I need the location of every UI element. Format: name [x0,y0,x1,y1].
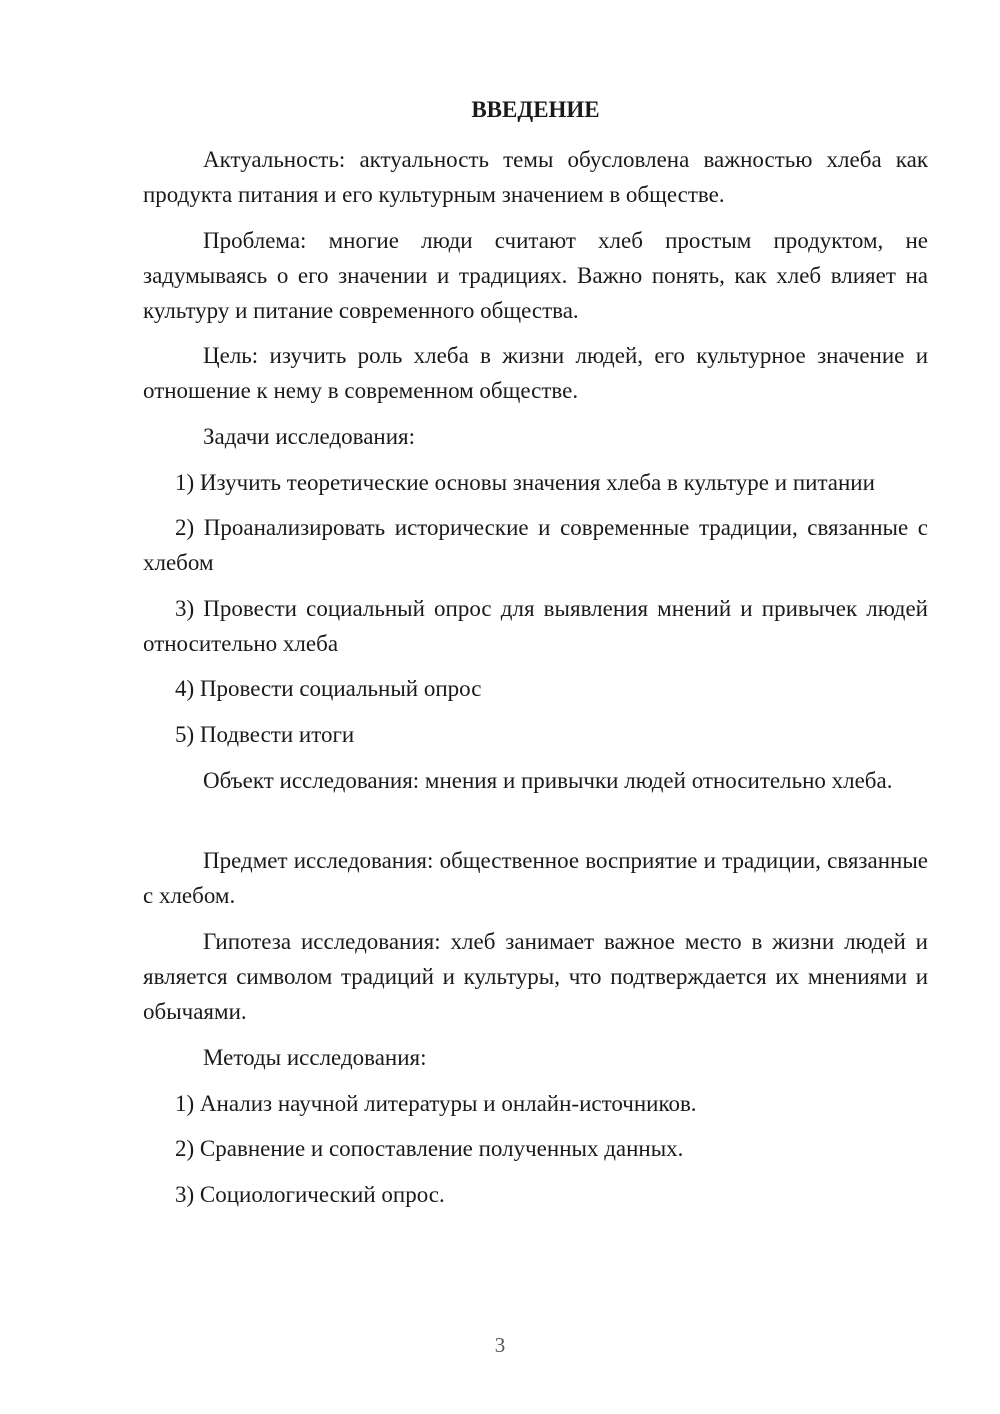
methods-heading: Методы исследования: [203,1045,427,1070]
method-item-3: 3) Социологический опрос. [175,1182,445,1207]
hypothesis-paragraph: Гипотеза исследования: хлеб занимает важное место в жизни людей и является символом традиций и культуры, что подтверждается их мнениями и обычаями. [143,929,928,1024]
object-paragraph: Объект исследования: мнения и привычки людей относительно хлеба. [203,768,893,793]
relevance-paragraph: Актуальность: актуальность темы обусловлена важностью хлеба как продукта питания и его культурным значением в обществе. [143,147,928,207]
method-item-2: 2) Сравнение и сопоставление полученных данных. [175,1136,684,1161]
subject-paragraph: Предмет исследования: общественное восприятие и традиции, связанные с хлебом. [143,848,928,908]
goal-paragraph: Цель: изучить роль хлеба в жизни людей, его культурное значение и отношение к нему в современном обществе. [143,343,928,403]
task-item-4: 4) Провести социальный опрос [175,676,482,701]
page-number: 3 [494,1333,506,1357]
problem-paragraph: Проблема: многие люди считают хлеб простым продуктом, не задумываясь о его значении и традициях. Важно понять, как хлеб влияет на культуру и питание современного общества. [143,228,928,323]
tasks-heading: Задачи исследования: [203,424,416,449]
task-item-3: 3) Провести социальный опрос для выявления мнений и привычек людей относительно хлеба [143,596,928,656]
section-title: ВВЕДЕНИЕ [471,97,600,122]
task-item-2: 2) Проанализировать исторические и современные традиции, связанные с хлебом [143,515,928,575]
task-item-1: 1) Изучить теоретические основы значения хлеба в культуре и питании [175,470,875,495]
method-item-1: 1) Анализ научной литературы и онлайн-источников. [175,1091,697,1116]
task-item-5: 5) Подвести итоги [175,722,355,747]
